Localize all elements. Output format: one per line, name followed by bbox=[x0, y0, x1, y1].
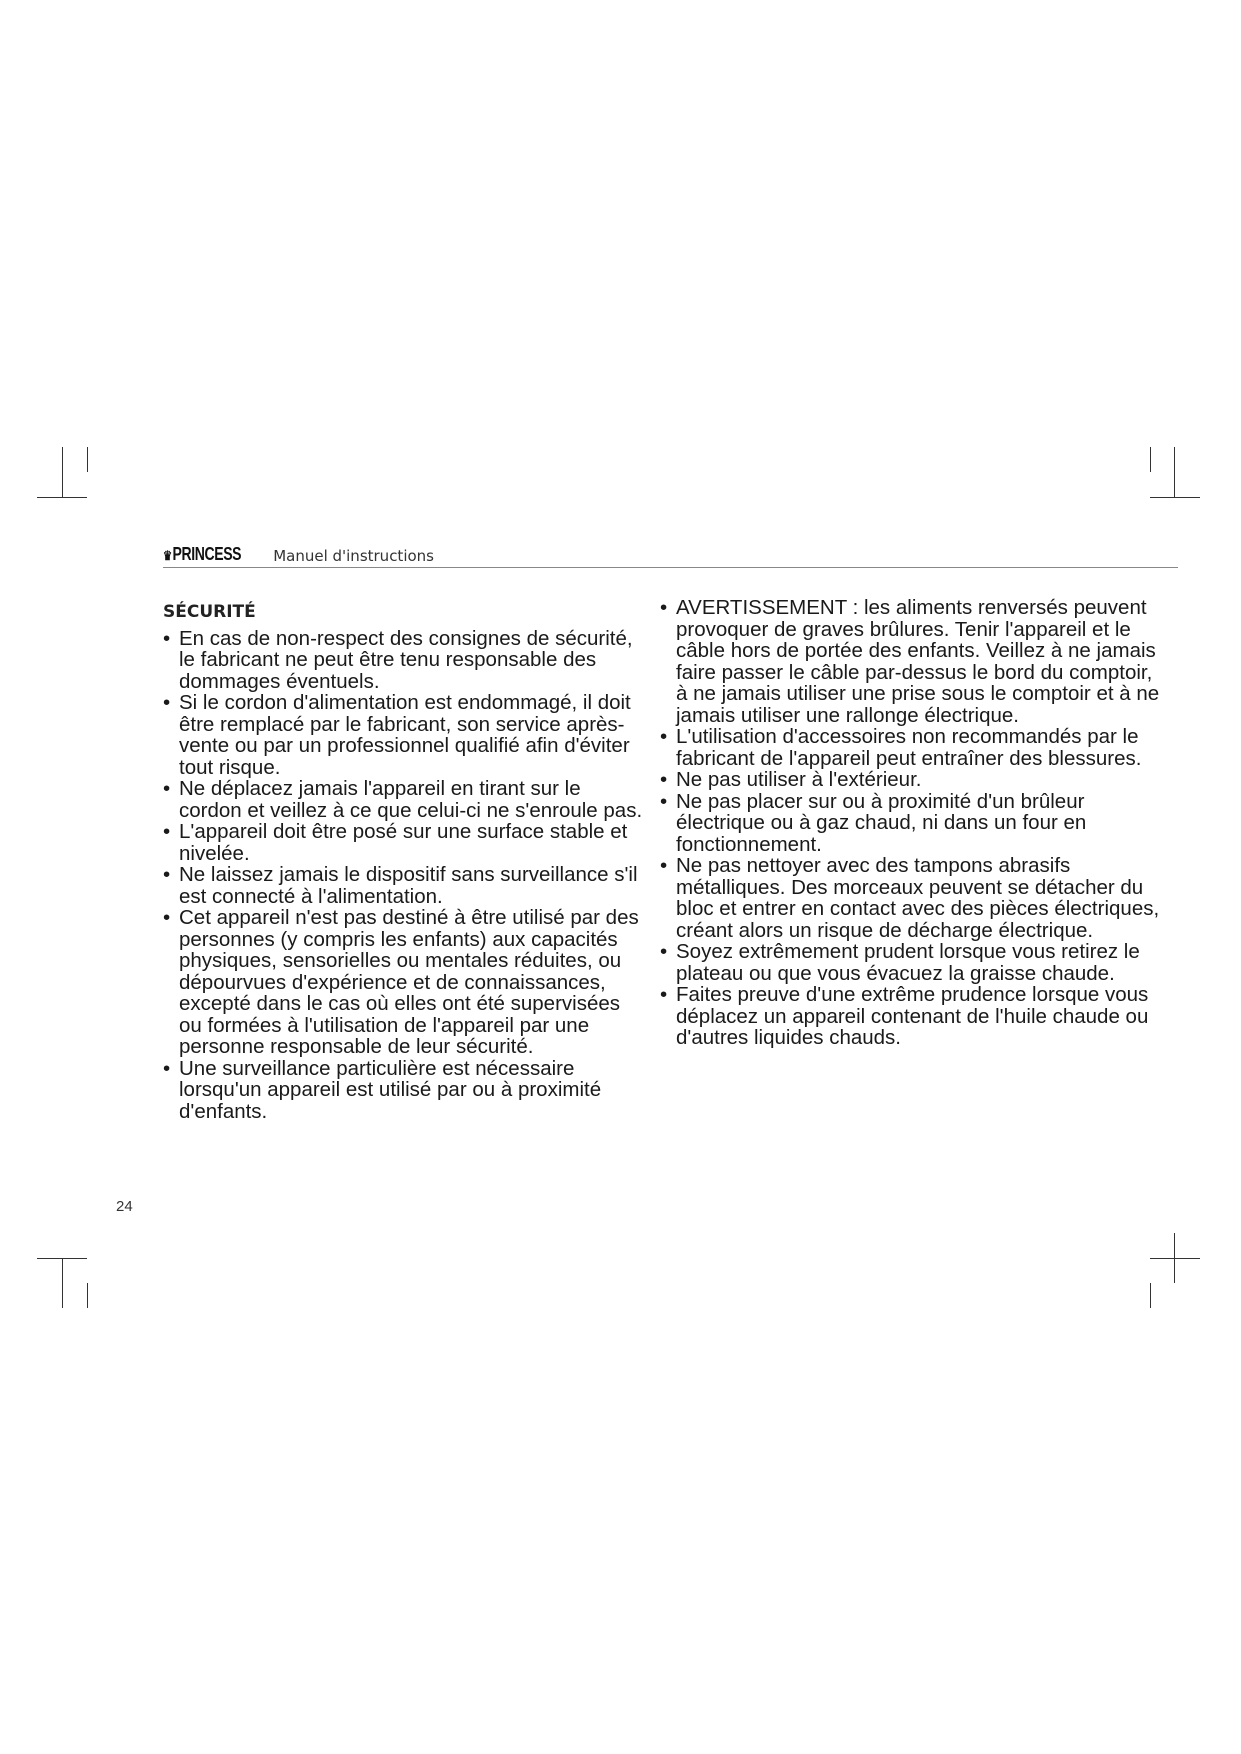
list-item: • AVERTISSEMENT : les aliments renversés peuvent provoquer de graves brûlures. Tenir l'appareil et le câble hors de portée des enfants. Veillez à ne jamais faire passer le câble par-dessus le bord du comptoir, à ne jamais utiliser une prise sous le comptoir et à ne jamais utiliser une rallonge électrique. bbox=[660, 597, 1160, 726]
list-item: • L'appareil doit être posé sur une surface stable et nivelée. bbox=[163, 821, 643, 864]
page-header bbox=[163, 540, 1178, 566]
right-column bbox=[660, 597, 1160, 1049]
list-item: • Une surveillance particulière est nécessaire lorsqu'un appareil est utilisé par ou à proximité d'enfants. bbox=[163, 1058, 643, 1123]
list-item: • Cet appareil n'est pas destiné à être utilisé par des personnes (y compris les enfants) aux capacités physiques, sensorielles ou mentales réduites, ou dépourvues d'expérience et de connaissances, excepté dans le cas où elles ont été supervisées ou formées à l'utilisation de l'appareil par une personne responsable de leur sécurité. bbox=[163, 907, 643, 1058]
list-item: • Si le cordon d'alimentation est endommagé, il doit être remplacé par le fabricant, son service après-vente ou par un professionnel qualifié afin d'éviter tout risque. bbox=[163, 692, 643, 778]
list-item: • Ne pas placer sur ou à proximité d'un brûleur électrique ou à gaz chaud, ni dans un four en fonctionnement. bbox=[660, 791, 1160, 856]
list-item: • En cas de non-respect des consignes de sécurité, le fabricant ne peut être tenu responsable des dommages éventuels. bbox=[163, 628, 643, 693]
list-item: • Faites preuve d'une extrême prudence lorsque vous déplacez un appareil contenant de l'huile chaude ou d'autres liquides chauds. bbox=[660, 984, 1160, 1049]
safety-list-left bbox=[163, 628, 643, 1123]
manual-subtitle: Manuel d'instructions bbox=[273, 547, 434, 565]
brand-logo bbox=[163, 544, 241, 566]
list-item: • Ne pas utiliser à l'extérieur. bbox=[660, 769, 1160, 791]
header-divider bbox=[163, 567, 1178, 568]
page-number: 24 bbox=[116, 1198, 133, 1215]
list-item: • Ne laissez jamais le dispositif sans surveillance s'il est connecté à l'alimentation. bbox=[163, 864, 643, 907]
section-heading: SÉCURITÉ bbox=[163, 602, 256, 622]
list-item: • Soyez extrêmement prudent lorsque vous retirez le plateau ou que vous évacuez la graisse chaude. bbox=[660, 941, 1160, 984]
brand-name: PRINCESS bbox=[172, 544, 242, 564]
list-item: • L'utilisation d'accessoires non recommandés par le fabricant de l'appareil peut entraîner des blessures. bbox=[660, 726, 1160, 769]
list-item: • Ne déplacez jamais l'appareil en tirant sur le cordon et veillez à ce que celui-ci ne s'enroule pas. bbox=[163, 778, 643, 821]
left-column bbox=[163, 594, 643, 1122]
crown-icon: ♛ bbox=[163, 548, 172, 563]
list-item: • Ne pas nettoyer avec des tampons abrasifs métalliques. Des morceaux peuvent se détacher du bloc et entrer en contact avec des pièces électriques, créant alors un risque de décharge électrique. bbox=[660, 855, 1160, 941]
safety-list-right bbox=[660, 597, 1160, 1049]
